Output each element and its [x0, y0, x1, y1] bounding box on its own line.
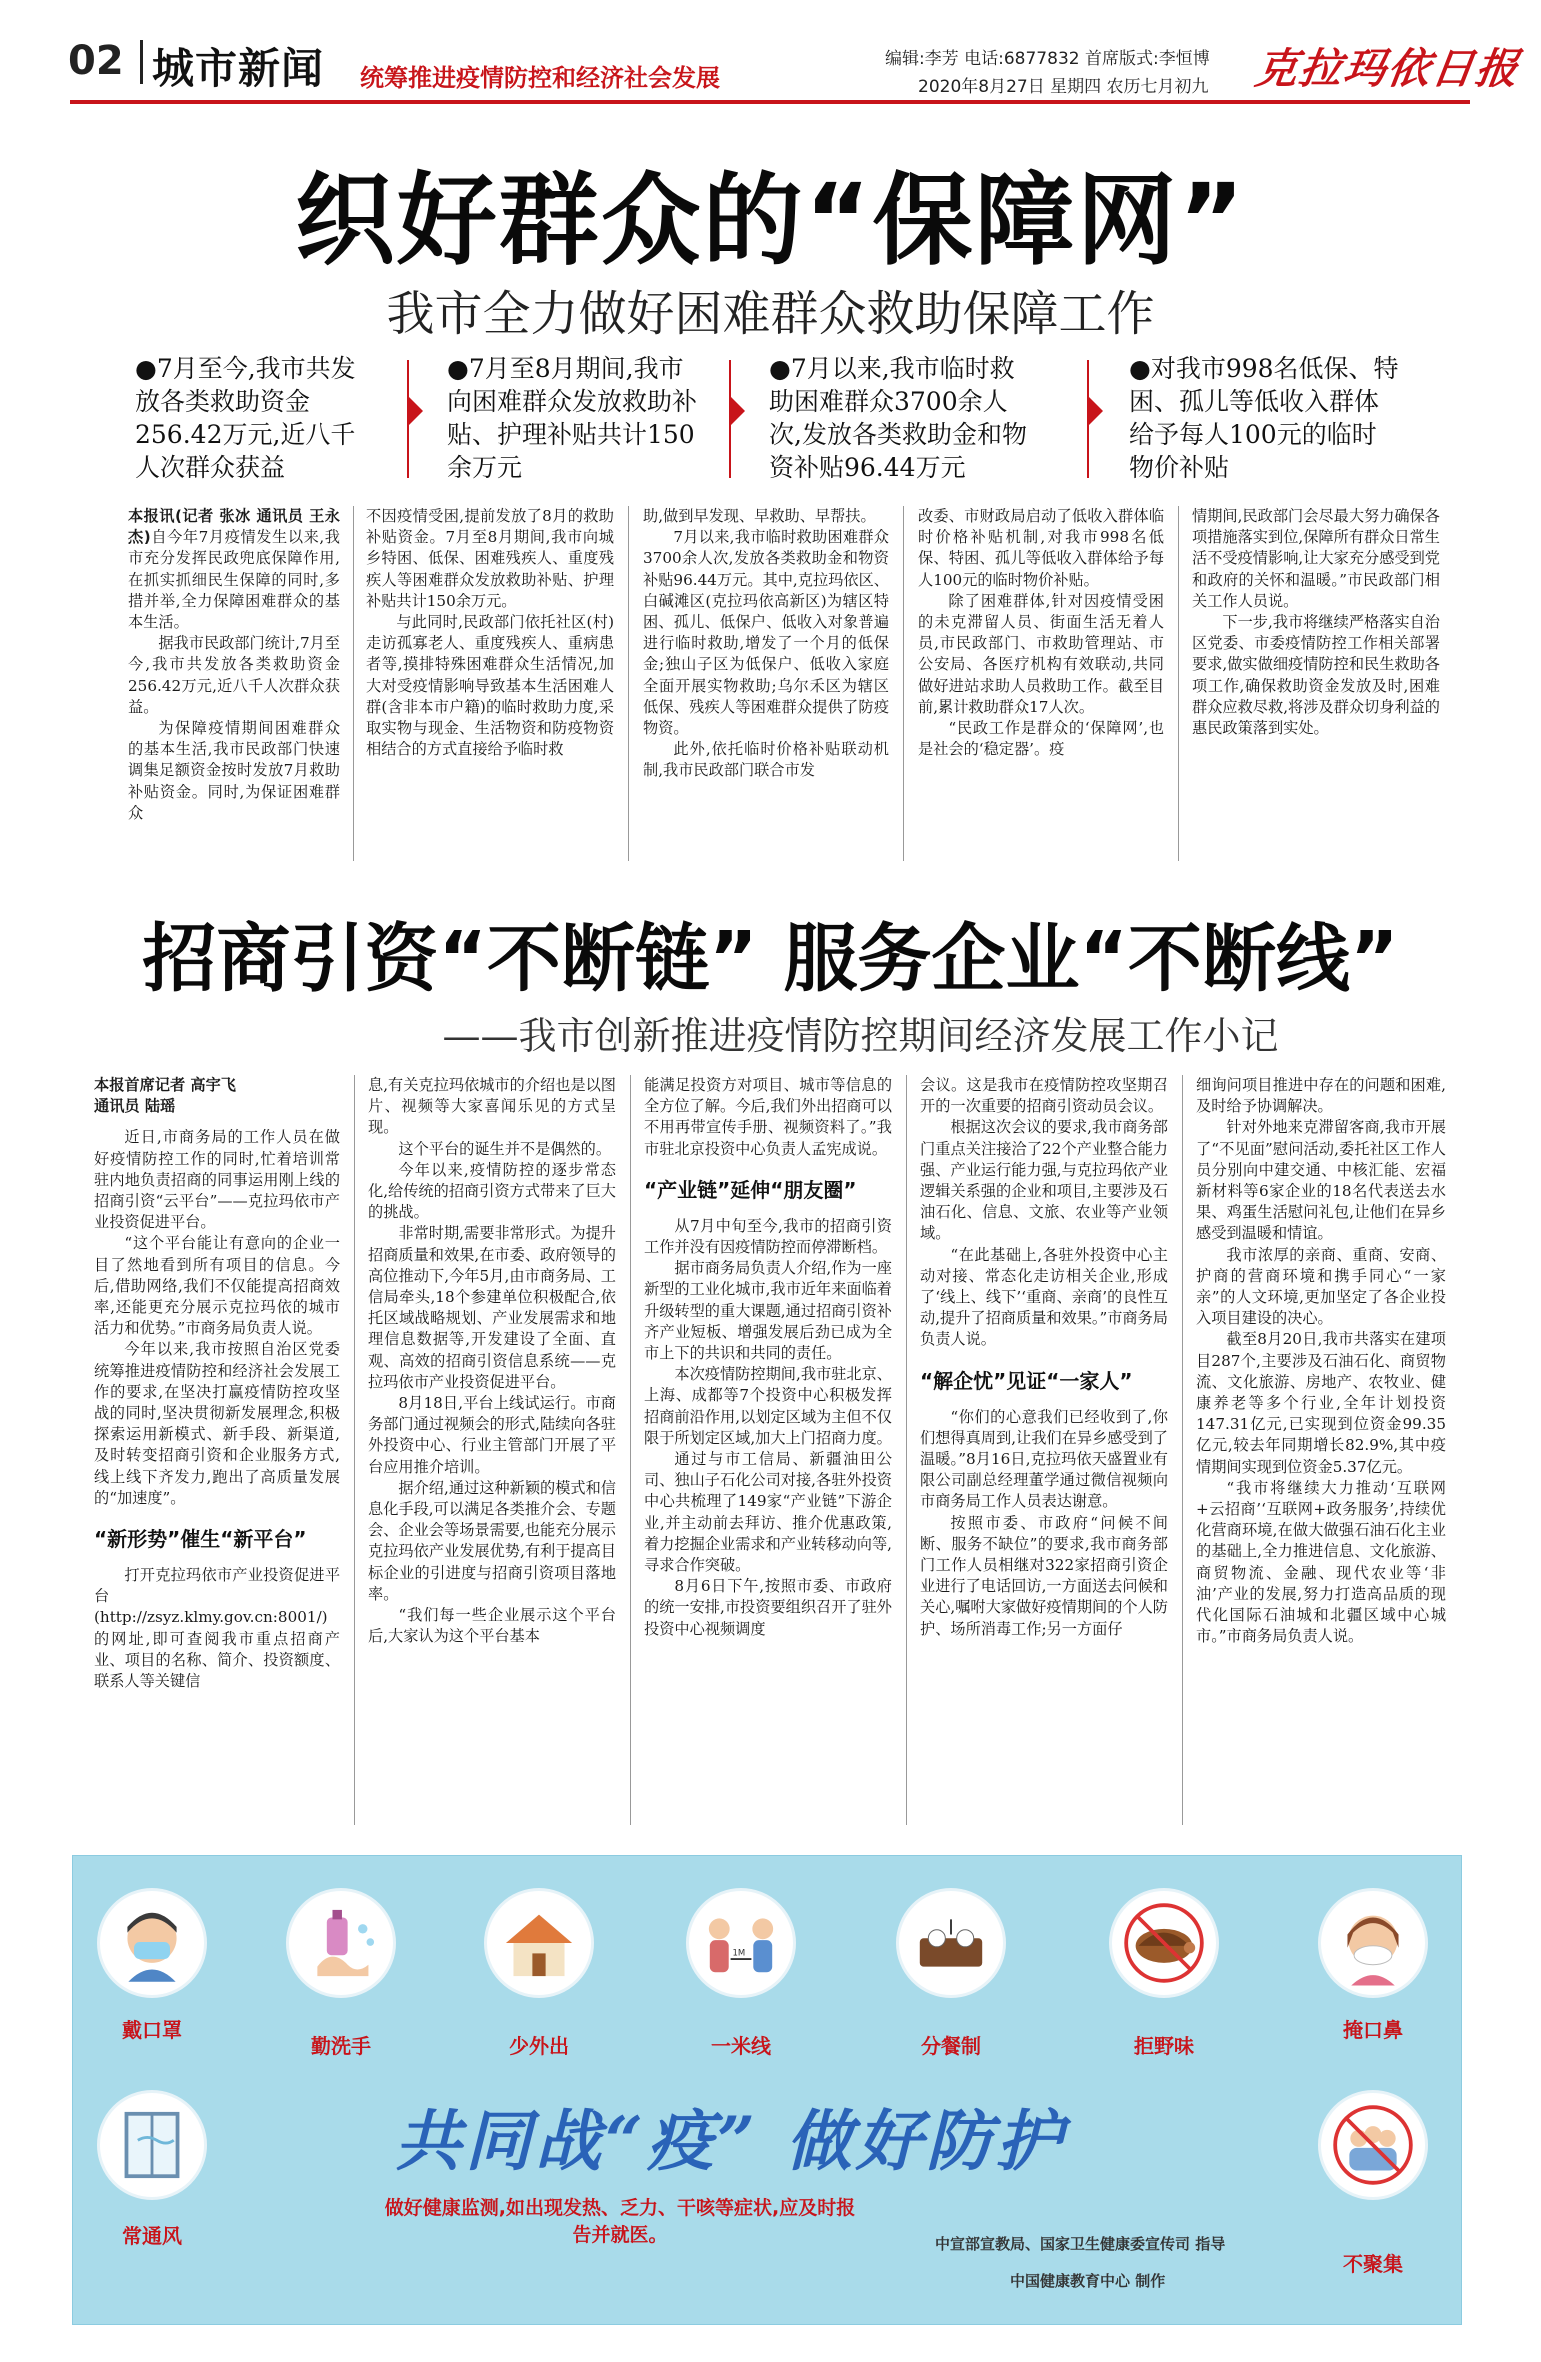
article1-column-4 — [918, 506, 1164, 866]
paragraph: “民政工作是群众的‘保障网’,也是社会的‘稳定器’。疫 — [918, 719, 1164, 759]
article1-byline: 本报讯(记者 张冰 通讯员 王永杰) — [128, 507, 340, 547]
psa-health-note: 做好健康监测,如出现发热、乏力、干咳等症状,应及时报告并就医。 — [384, 2197, 856, 2246]
mask-icon — [97, 1888, 207, 1998]
highlight-item: ●对我市998名低保、特困、孤儿等低收入群体给予每人100元的临时物价补贴 — [1129, 354, 1399, 482]
no-gathering-icon — [1318, 2090, 1428, 2200]
column-rule — [903, 506, 904, 861]
paragraph: 按照市委、市政府“问候不间断、服务不缺位”的要求,我市商务部门工作人员相继对322家招商引资企业进行了电话回访,一方面送去问候和关心,嘱咐大家做好疫情期间的个人防护、场所消毒工作;另一方面仔 — [920, 1513, 1168, 1638]
article1-subheadline: 我市全力做好困难群众救助保障工作 — [386, 286, 1155, 342]
distance-icon — [686, 1888, 796, 1998]
no-wildlife-icon — [1109, 1888, 1219, 1998]
paragraph: 下一步,我市将继续严格落实自治区党委、市委疫情防控工作相关部署要求,做实做细疫情防控和民生救助各项工作,确保救助资金发放及时,困难群众应救尽救,将涉及群众切身利益的惠民政策落到实处。 — [1192, 613, 1440, 738]
subsection-heading: “产业链”延伸“朋友圈” — [644, 1177, 857, 1202]
separate-meal-icon — [896, 1888, 1006, 1998]
paragraph: 据我市民政部门统计,7月至今,我市共发放各类救助资金256.42万元,近八千人次群众获益。 — [128, 634, 340, 716]
article2-column-3 — [644, 1075, 892, 1830]
paragraph: “在此基础上,各驻外投资中心主动对接、常态化走访相关企业,形成了‘线上、线下’‘重商、亲商’的良性互动,提升了招商质量和效果。”市商务局负责人说。 — [920, 1245, 1168, 1349]
article1-headline: 织好群众的“保障网” — [294, 162, 1247, 279]
svg-text:1M: 1M — [732, 1948, 746, 1959]
article2-subheadline: ——我市创新推进疫情防控期间经济发展工作小记 — [442, 1014, 1279, 1058]
article2-column-1 — [94, 1075, 340, 1830]
article2-column-2 — [368, 1075, 616, 1830]
paragraph: 与此同时,民政部门依托社区(村)走访孤寡老人、重度残疾人、重病患者等,摸排特殊困难群众生活情况,加大对受疫情影响导致基本生活困难人群(含非本市户籍)的临时救助力度,采取实物与现金、生活物资和防疫物资相结合的方式直接给予临时救 — [366, 613, 614, 759]
paragraph: 8月18日,平台上线试运行。市商务部门通过视频会的形式,陆续向各驻外投资中心、行业主管部门开展了平台应用推介培训。 — [368, 1394, 616, 1476]
psa-label: 戴口罩 — [122, 2018, 182, 2042]
paragraph: “这个平台能让有意向的企业一目了然地看到所有项目的信息。今后,借助网络,我们不仅能提高招商效率,还能更充分展示克拉玛依的城市活力和优势。”市商务局负责人说。 — [94, 1234, 340, 1338]
psa-label: 不聚集 — [1343, 2252, 1403, 2276]
paragraph: 自今年7月疫情发生以来,我市充分发挥民政兜底保障作用,在抓实抓细民生保障的同时,多措并举,全力保障困难群众的基本生活。 — [128, 528, 340, 632]
paragraph: 细询问项目推进中存在的问题和困难,及时给予协调解决。 — [1196, 1076, 1446, 1116]
article2-column-5 — [1196, 1075, 1446, 1830]
psa-label: 分餐制 — [921, 2034, 981, 2058]
paragraph: 这个平台的诞生并不是偶然的。 — [398, 1139, 612, 1158]
cover-mouth-icon — [1318, 1888, 1428, 1998]
psa-label: 掩口鼻 — [1343, 2018, 1403, 2042]
paragraph: 7月以来,我市临时救助困难群众3700余人次,发放各类救助金和物资补贴96.44万元。其中,克拉玛依区、白碱滩区(克拉玛依高新区)为辖区特困、孤儿、低保户、低收入对象普遍进行临时救助,增发了一个月的低保金;独山子区为低保户、低收入家庭全面开展实物救助;乌尔禾区为辖区低保、残疾人等困难群众提供了防疫物资。 — [643, 528, 889, 738]
psa-label: 一米线 — [711, 2034, 771, 2058]
psa-slogan: 共同战“疫” 做好防护 — [395, 2102, 1066, 2180]
psa-credit-producer: 中国健康教育中心 制作 — [1010, 2272, 1166, 2290]
paragraph: “我们每一些企业展示这个平台后,大家认为这个平台基本 — [368, 1606, 616, 1646]
column-rule — [1182, 1075, 1183, 1825]
paragraph: 能满足投资方对项目、城市等信息的全方位了解。今后,我们外出招商可以不用再带宣传手册、视频资料了。”我市驻北京投资中心负责人孟宪成说。 — [644, 1076, 892, 1158]
article1-column-1 — [128, 506, 340, 866]
paragraph: 为保障疫情期间困难群众的基本生活,我市民政部门快速调集足额资金按时发放7月救助补贴资金。同时,为保证困难群众 — [128, 719, 340, 822]
column-rule — [354, 1075, 355, 1825]
date-line: 2020年8月27日 星期四 农历七月初九 — [918, 77, 1209, 97]
psa-label: 拒野味 — [1134, 2034, 1194, 2058]
article2-column-4 — [920, 1075, 1168, 1830]
section-name: 城市新闻 — [152, 44, 325, 93]
handwash-icon — [286, 1888, 396, 1998]
highlight-item: ●7月至今,我市共发放各类救助资金256.42万元,近八千人次群众获益 — [135, 354, 356, 482]
paragraph: 通过与市工信局、新疆油田公司、独山子石化公司对接,各驻外投资中心共梳理了149家“产业链”下游企业,并主动前去拜访、推介优惠政策,着力挖掘企业需求和产业转移动向等,寻求合作突破。 — [644, 1450, 892, 1575]
subsection-heading: “新形势”催生“新平台” — [94, 1527, 307, 1552]
article2-byline-correspondent: 通讯员 陆瑶 — [94, 1097, 176, 1116]
paragraph: 根据这次会议的要求,我市商务部门重点关注接洽了22个产业整合能力强、产业运行能力强,与克拉玛依产业逻辑关系强的企业和项目,主要涉及石油石化、信息、文旅、农业等产业领域。 — [920, 1118, 1168, 1243]
paragraph: 助,做到早发现、早救助、早帮扶。 — [643, 507, 876, 525]
highlight-item: ●7月以来,我市临时救助困难群众3700余人次,发放各类救助金和物资补贴96.44万元 — [769, 354, 1027, 482]
paragraph: 除了困难群体,针对因疫情受困的未克滞留人员、街面生活无着人员,市民政部门、市救助管理站、市公安局、各医疗机构有效联动,共同做好进站求助人员救助工作。截至目前,累计救助群众17人次。 — [918, 591, 1164, 716]
article1-highlights — [125, 352, 1445, 487]
paragraph: 不因疫情受困,提前发放了8月的救助补贴资金。7月至8月期间,我市向城乡特困、低保、困难残疾人、重度残疾人等困难群众发放救助补贴、护理补贴共计150余万元。 — [366, 507, 614, 610]
column-rule — [628, 506, 629, 861]
psa-credit-guidance: 中宣部宣教局、国家卫生健康委宣传司 指导 — [935, 2235, 1226, 2253]
paragraph: 我市浓厚的亲商、重商、安商、护商的营商环境和携手同心“一家亲”的人文环境,更加坚定了各企业投入项目建设的决心。 — [1196, 1245, 1446, 1328]
paragraph: “你们的心意我们已经收到了,你们想得真周到,让我们在异乡感受到了温暖。”8月16日,克拉玛依天盛置业有限公司副总经理董学通过微信视频向市商务局工作人员表达谢意。 — [920, 1407, 1168, 1511]
paragraph: 此外,依托临时价格补贴联动机制,我市民政部门联合市发 — [643, 740, 889, 780]
article2-headline: 招商引资“不断链” 服务企业“不断线” — [142, 916, 1399, 1002]
page-number: 02 — [68, 38, 124, 84]
stay-home-icon — [484, 1888, 594, 1998]
paragraph: 8月6日下午,按照市委、市政府的统一安排,市投资要组织召开了驻外投资中心视频调度 — [644, 1577, 892, 1638]
paragraph: 打开克拉玛依市产业投资促进平台(http://zsyz.klmy.gov.cn:8001/)的网址,即可查阅我市重点招商产业、项目的名称、简介、投资额度、联系人等关键信 — [94, 1566, 340, 1691]
psa-label: 常通风 — [122, 2224, 182, 2248]
paragraph: 截至8月20日,我市共落实在建项目287个,主要涉及石油石化、商贸物流、文化旅游、房地产、农牧业、健康养老等多个行业,全年计划投资147.31亿元,已实现到位资金99.35亿元,较去年同期增长82.9%,其中疫情期间实现到位资金5.37亿元。 — [1196, 1330, 1446, 1476]
article2-byline-reporter: 本报首席记者 高宇飞 — [94, 1076, 236, 1094]
highlight-item: ●7月至8月期间,我市向困难群众发放救助补贴、护理补贴共计150余万元 — [447, 354, 698, 482]
paragraph: 今年以来,疫情防控的逐步常态化,给传统的招商引资方式带来了巨大的挑战。 — [368, 1160, 616, 1222]
paragraph: 情期间,民政部门会尽最大努力确保各项措施落实到位,保障所有群众日常生活不受疫情影响,让大家充分感受到党和政府的关怀和温暖。”市民政部门相关工作人员说。 — [1192, 507, 1440, 610]
paragraph: “我市将继续大力推动‘互联网+云招商’‘互联网+政务服务’,持续优化营商环境,在做大做强石油石化主业的基础上,全力推进信息、文化旅游、商贸物流、金融、现代农业等‘非油’产业的发展,努力打造高品质的现代化国际石油城和北疆区域中心城市。”市商务局负责人说。 — [1196, 1478, 1446, 1646]
editor-line: 编辑:李芳 电话:6877832 首席版式:李恒博 — [885, 49, 1210, 69]
column-rule — [906, 1075, 907, 1825]
column-rule — [353, 506, 354, 861]
header-divider — [140, 40, 143, 84]
paragraph: 会议。这是我市在疫情防控攻坚期召开的一次重要的招商引资动员会议。 — [920, 1076, 1168, 1116]
ventilate-icon — [97, 2090, 207, 2200]
paragraph: 息,有关克拉玛依城市的介绍也是以图片、视频等大家喜闻乐见的方式呈现。 — [368, 1076, 616, 1137]
paragraph: 据介绍,通过这种新颖的模式和信息化手段,可以满足各类推介会、专题会、企业会等场景需要,也能充分展示克拉玛依产业发展优势,有利于提高目标企业的引进度与招商引资项目落地率。 — [368, 1478, 616, 1603]
paragraph: 据市商务局负责人介绍,作为一座新型的工业化城市,我市近年来面临着升级转型的重大课题,通过招商引资补齐产业短板、增强发展后劲已成为全市上下的共识和共同的责任。 — [644, 1259, 892, 1363]
arrow-right-icon — [409, 397, 423, 425]
column-rule — [630, 1075, 631, 1825]
subsection-heading: “解企忧”见证“一家人” — [920, 1368, 1133, 1393]
article1-column-3 — [643, 506, 889, 866]
paragraph: 非常时期,需要非常形式。为提升招商质量和效果,在市委、政府领导的高位推动下,今年5月,由市商务局、工信局牵头,18个参建单位积极配合,依托区域战略规划、产业发展需求和地理信息数据等,开发建设了全面、直观、高效的招商引资信息系统——克拉玛依市产业投资促进平台。 — [368, 1224, 616, 1391]
psa-label: 勤洗手 — [311, 2034, 371, 2058]
section-tag: 统筹推进疫情防控和经济社会发展 — [360, 64, 720, 92]
paragraph: 今年以来,我市按照自治区党委统筹推进疫情防控和经济社会发展工作的要求,在坚决打赢疫情防控攻坚战的同时,坚决贯彻新发展理念,积极探索运用新模式、新手段、新渠道,及时转变招商引资和企业服务方式,线上线下齐发力,跑出了高质量发展的“加速度”。 — [94, 1340, 340, 1507]
paragraph: 本次疫情防控期间,我市驻北京、上海、成都等7个投资中心积极发挥招商前沿作用,以划定区域为主但不仅限于所划定区域,加大上门招商力度。 — [644, 1365, 892, 1447]
newspaper-masthead: 克拉玛依日报 — [1252, 44, 1524, 93]
psa-label: 少外出 — [509, 2034, 569, 2058]
article1-column-5 — [1192, 506, 1440, 866]
paragraph: 从7月中旬至今,我市的招商引资工作并没有因疫情防控而停滞断档。 — [644, 1216, 892, 1257]
page-header — [0, 0, 1541, 105]
arrow-right-icon — [1089, 397, 1103, 425]
paragraph: 近日,市商务局的工作人员在做好疫情防控工作的同时,忙着培训常驻内地负责招商的同事运用刚上线的招商引资“云平台”——克拉玛依市产业投资促进平台。 — [94, 1128, 340, 1232]
paragraph: 改委、市财政局启动了低收入群体临时价格补贴机制,对我市998名低保、特困、孤儿等低收入群体给予每人100元的临时物价补贴。 — [918, 507, 1164, 589]
arrow-right-icon — [731, 397, 745, 425]
article1-column-2 — [366, 506, 614, 866]
header-rule — [70, 100, 1470, 104]
paragraph: 针对外地来克滞留客商,我市开展了“不见面”慰问活动,委托社区工作人员分别向中建交通、中核汇能、宏福新材料等6家企业的18名代表送去水果、鸡蛋生活慰问礼包,让他们在异乡感受到温暖和情谊。 — [1196, 1118, 1446, 1243]
column-rule — [1178, 506, 1179, 861]
